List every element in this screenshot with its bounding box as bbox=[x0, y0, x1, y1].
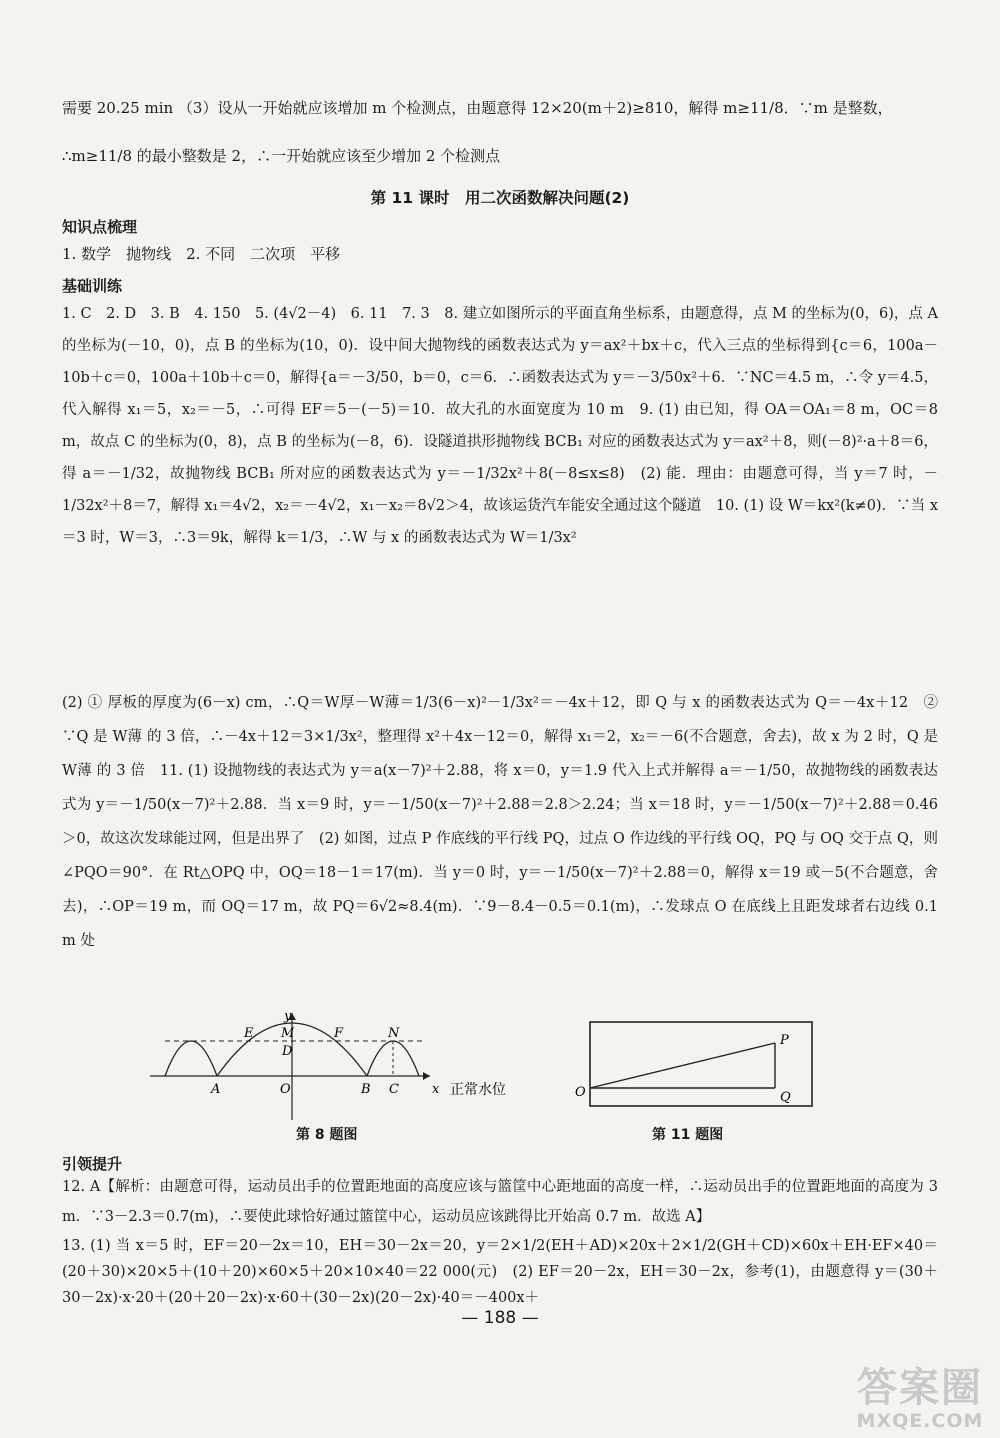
advanced-paragraph-13: 13. (1) 当 x＝5 时，EF＝20－2x＝10，EH＝30－2x＝20，y＝2×1/2(EH＋AD)×20x＋2×1/2(GH＋CD)×60x＋EH·EF×40＝(20＋30)×20×5＋(10＋20)×60×5＋20×10×40＝22 000(元) (2) EF＝20－2x，EH＝30－2x，参考(1)，由题意得 y＝(30＋30－2x)·x·20＋(20＋20－2x)·x·60＋(30－2x)(20－2x)·40＝－400x＋ bbox=[62, 1238, 938, 1306]
continuation-line-2: ∴m≥11/8 的最小整数是 2，∴一开始就应该至少增加 2 个检测点 bbox=[62, 147, 501, 165]
figure-11-caption: 第 11 题图 bbox=[652, 1127, 724, 1143]
page-number: — 188 — bbox=[461, 1308, 539, 1328]
fig8-label-d: D bbox=[282, 1044, 293, 1059]
fig8-label-e: E bbox=[244, 1026, 254, 1041]
fig8-label-b: B bbox=[361, 1082, 371, 1097]
fig8-label-x: x bbox=[432, 1082, 440, 1097]
basic-paragraph-1: 1. C 2. D 3. B 4. 150 5. (4√2－4) 6. 11 7. 3 8. 建立如图所示的平面直角坐标系，由题意得，点 M 的坐标为(0，6)，点 A 的坐标为(－10，0)，点 B 的坐标为(10，0)．设中间大抛物线的函数表达式为 y＝ax²＋bx＋c，代入三点的坐标得到{c＝6，100a－10b＋c＝0，100a＋10b＋c＝0，解得{a＝－3/50，b＝0，c＝6．∴函数表达式为 y＝－3/50x²＋6．∵NC＝4.5 m，∴令 y＝4.5，代入解得 x₁＝5，x₂＝－5，∴可得 EF＝5－(－5)＝10．故大孔的水面宽度为 10 m 9. (1) 由已知，得 OA＝OA₁＝8 m，OC＝8 m，故点 C 的坐标为(0，8)，点 B 的坐标为(－8，6)．设隧道拱形抛物线 BCB₁ 对应的函数表达式为 y＝ax²＋8，则(－8)²·a＋8＝6，得 a＝－1/32，故抛物线 BCB₁ 所对应的函数表达式为 y＝－1/32x²＋8(－8≤x≤8) (2) 能．理由：由题意可得，当 y＝7 时，－1/32x²＋8＝7，解得 x₁＝4√2，x₂＝－4√2，x₁－x₂＝8√2＞4，故该运货汽车能安全通过这个隧道 10. (1) 设 W＝kx²(k≠0)．∵当 x＝3 时，W＝3，∴3＝9k，解得 k＝1/3，∴W 与 x 的函数表达式为 W＝1/3x² bbox=[62, 306, 938, 546]
watermark-text: 答案圈 bbox=[857, 1365, 983, 1411]
figure-8-diagram bbox=[145, 1010, 525, 1125]
fig8-label-n: N bbox=[388, 1026, 400, 1041]
fig8-label-o: O bbox=[280, 1082, 291, 1097]
knowledge-answers: 1. 数学 抛物线 2. 不同 二次项 平移 bbox=[62, 245, 341, 263]
figure-8-caption: 第 8 题图 bbox=[296, 1127, 358, 1143]
fig8-label-y: y bbox=[284, 1010, 292, 1024]
fig11-label-q: Q bbox=[780, 1090, 791, 1105]
fig8-label-m: M bbox=[281, 1026, 295, 1041]
watermark-url: MXQE.COM bbox=[856, 1410, 984, 1432]
fig8-label-a: A bbox=[211, 1082, 221, 1097]
lesson-title: 第 11 课时 用二次函数解决问题(2) bbox=[370, 189, 630, 207]
section-basic-heading: 基础训练 bbox=[62, 277, 123, 295]
section-knowledge-heading: 知识点梳理 bbox=[62, 218, 138, 236]
fig8-label-c: C bbox=[389, 1082, 399, 1097]
fig11-label-p: P bbox=[780, 1033, 789, 1048]
basic-paragraph-2: (2) ① 厚板的厚度为(6－x) cm，∴Q＝W厚－W薄＝1/3(6－x)²－1/3x²＝－4x＋12，即 Q 与 x 的函数表达式为 Q＝－4x＋12 ② ∵Q 是 W薄 的 3 倍，∴－4x＋12＝3×1/3x²，整理得 x²＋4x－12＝0，解得 x₁＝2，x₂＝－6(不合题意，舍去)，故 x 为 2 时，Q 是 W薄 的 3 倍 11. (1) 设抛物线的表达式为 y＝a(x－7)²＋2.88，将 x＝0，y＝1.9 代入上式并解得 a＝－1/50，故抛物线的函数表达式为 y＝－1/50(x－7)²＋2.88．当 x＝9 时，y＝－1/50(x－7)²＋2.88＝2.8＞2.24；当 x＝18 时，y＝－1/50(x－7)²＋2.88＝0.46＞0，故这次发球能过网，但是出界了 (2) 如图，过点 P 作底线的平行线 PQ，过点 O 作边线的平行线 OQ，PQ 与 OQ 交于点 Q，则∠PQO＝90°．在 Rt△OPQ 中，OQ＝18－1＝17(m)．当 y＝0 时，y＝－1/50(x－7)²＋2.88＝0，解得 x＝19 或－5(不合题意，舍去)，∴OP＝19 m，而 OQ＝17 m，故 PQ＝6√2≈8.4(m)．∵9－8.4－0.5＝0.1(m)，∴发球点 O 在底线上且距发球者右边线 0.1 m 处 bbox=[62, 695, 938, 949]
fig8-label-water: 正常水位 bbox=[450, 1082, 506, 1098]
advanced-paragraph-12: 12. A【解析：由题意可得，运动员出手的位置距地面的高度应该与篮筐中心距地面的高度一样，∴运动员出手的位置距地面的高度为 3 m．∵3－2.3＝0.7(m)，∴要使此球恰好通过篮筐中心，运动员应该跳得比开始高 0.7 m．故选 A】 bbox=[62, 1179, 938, 1225]
section-advanced-heading: 引领提升 bbox=[62, 1155, 123, 1173]
fig11-label-o: O bbox=[575, 1085, 586, 1100]
continuation-line-1: 需要 20.25 min （3）设从一开始就应该增加 m 个检测点，由题意得 12×20(m＋2)≥810，解得 m≥11/8．∵m 是整数， bbox=[62, 99, 893, 117]
figure-11-diagram bbox=[570, 1018, 820, 1118]
watermark-logo bbox=[850, 1366, 990, 1432]
fig8-label-f: F bbox=[334, 1026, 344, 1041]
